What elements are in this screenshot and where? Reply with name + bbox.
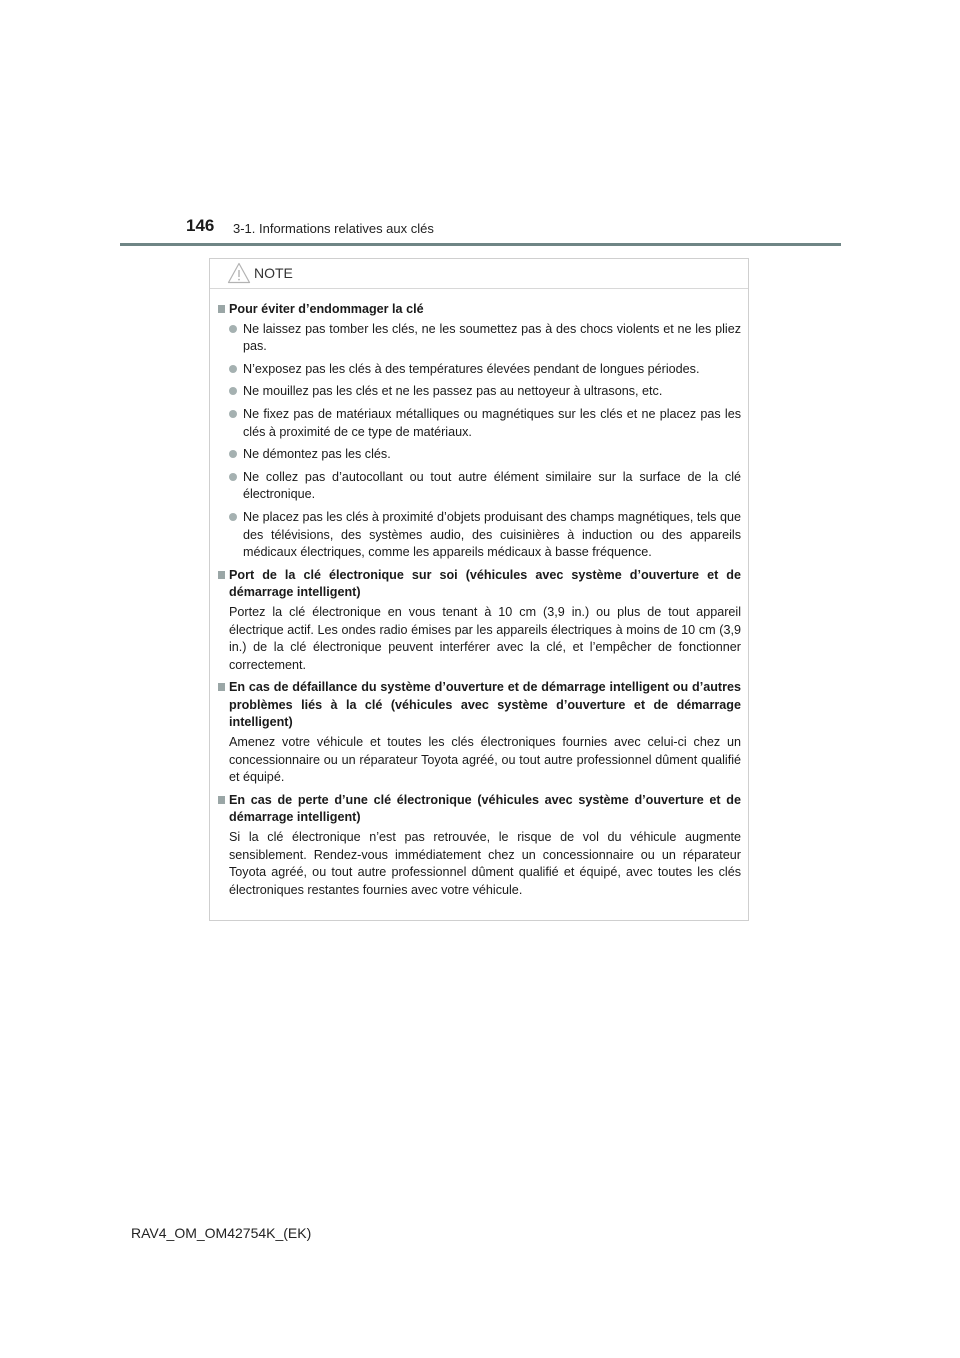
- section-heading: Pour éviter d’endommager la clé: [218, 301, 741, 319]
- section-paragraph: Amenez votre véhicule et toutes les clés électroniques fournies avec celui-ci chez un concessionnaire ou un réparateur Toyota agréé, ou tout autre professionnel dûment qualifié et équipé.: [229, 735, 741, 785]
- section-paragraph: Portez la clé électronique en vous tenant à 10 cm (3,9 in.) ou plus de tout appareil électrique actif. Les ondes radio émises par les appareils électriques à moins de 10 cm (3,9 in.) de la clé électronique peuvent interférer avec la clé, et l’empêcher de fonctionner correctement.: [229, 604, 741, 672]
- square-bullet-icon: [218, 683, 225, 691]
- section-heading: Port de la clé électronique sur soi (véhicules avec système d’ouverture et de démarrage intelligent): [218, 567, 741, 602]
- square-bullet-icon: [218, 305, 225, 313]
- circle-bullet-icon: [229, 365, 237, 373]
- section-paragraph: Si la clé électronique n’est pas retrouvée, le risque de vol du véhicule augmente sensiblement. Rendez-vous immédiatement chez un concessionnaire ou un réparateur Toyota agréé, ou tout autre professionnel dûment qualifié et équipé, avec toutes les clés électroniques restantes fournies avec votre véhicule.: [229, 830, 741, 897]
- circle-bullet-icon: [229, 513, 237, 521]
- list-item: N’exposez pas les clés à des températures élevées pendant de longues périodes.: [229, 361, 741, 379]
- circle-bullet-icon: [229, 473, 237, 481]
- document-code: RAV4_OM_OM42754K_(EK): [131, 1225, 312, 1241]
- note-box: [209, 258, 749, 921]
- circle-bullet-icon: [229, 387, 237, 395]
- square-bullet-icon: [218, 571, 225, 579]
- section-heading: En cas de perte d’une clé électronique (véhicules avec système d’ouverture et de démarrage intelligent): [218, 792, 741, 827]
- page-number: 146: [186, 216, 215, 235]
- list-item: Ne laissez pas tomber les clés, ne les soumettez pas à des chocs violents et ne les pliez pas.: [229, 321, 741, 356]
- warning-triangle-icon: [227, 262, 251, 284]
- square-bullet-icon: [218, 796, 225, 804]
- list-item: Ne placez pas les clés à proximité d’objets produisant des champs magnétiques, tels que des télévisions, des systèmes audio, des cuisinières à induction ou des appareils médicaux électriques, comme les appareils médicaux à basse fréquence.: [229, 509, 741, 562]
- circle-bullet-icon: [229, 410, 237, 418]
- circle-bullet-icon: [229, 325, 237, 333]
- section-title: 3-1. Informations relatives aux clés: [233, 221, 434, 236]
- circle-bullet-icon: [229, 450, 237, 458]
- list-item: Ne fixez pas de matériaux métalliques ou magnétiques sur les clés et ne placez pas les clés à proximité de ce type de matériaux.: [229, 406, 741, 441]
- list-item: Ne collez pas d’autocollant ou tout autre élément similaire sur la surface de la clé électronique.: [229, 469, 741, 504]
- list-item: Ne démontez pas les clés.: [229, 446, 741, 464]
- section-heading: En cas de défaillance du système d’ouverture et de démarrage intelligent ou d’autres problèmes liés à la clé (véhicules avec système d’ouverture et de démarrage intelligent): [218, 679, 741, 732]
- note-header: [210, 259, 748, 289]
- note-label: NOTE: [254, 265, 293, 281]
- header-rule: [120, 243, 841, 246]
- list-item: Ne mouillez pas les clés et ne les passez pas au nettoyeur à ultrasons, etc.: [229, 383, 741, 401]
- note-body: [210, 289, 748, 899]
- bullet-list: [218, 321, 741, 562]
